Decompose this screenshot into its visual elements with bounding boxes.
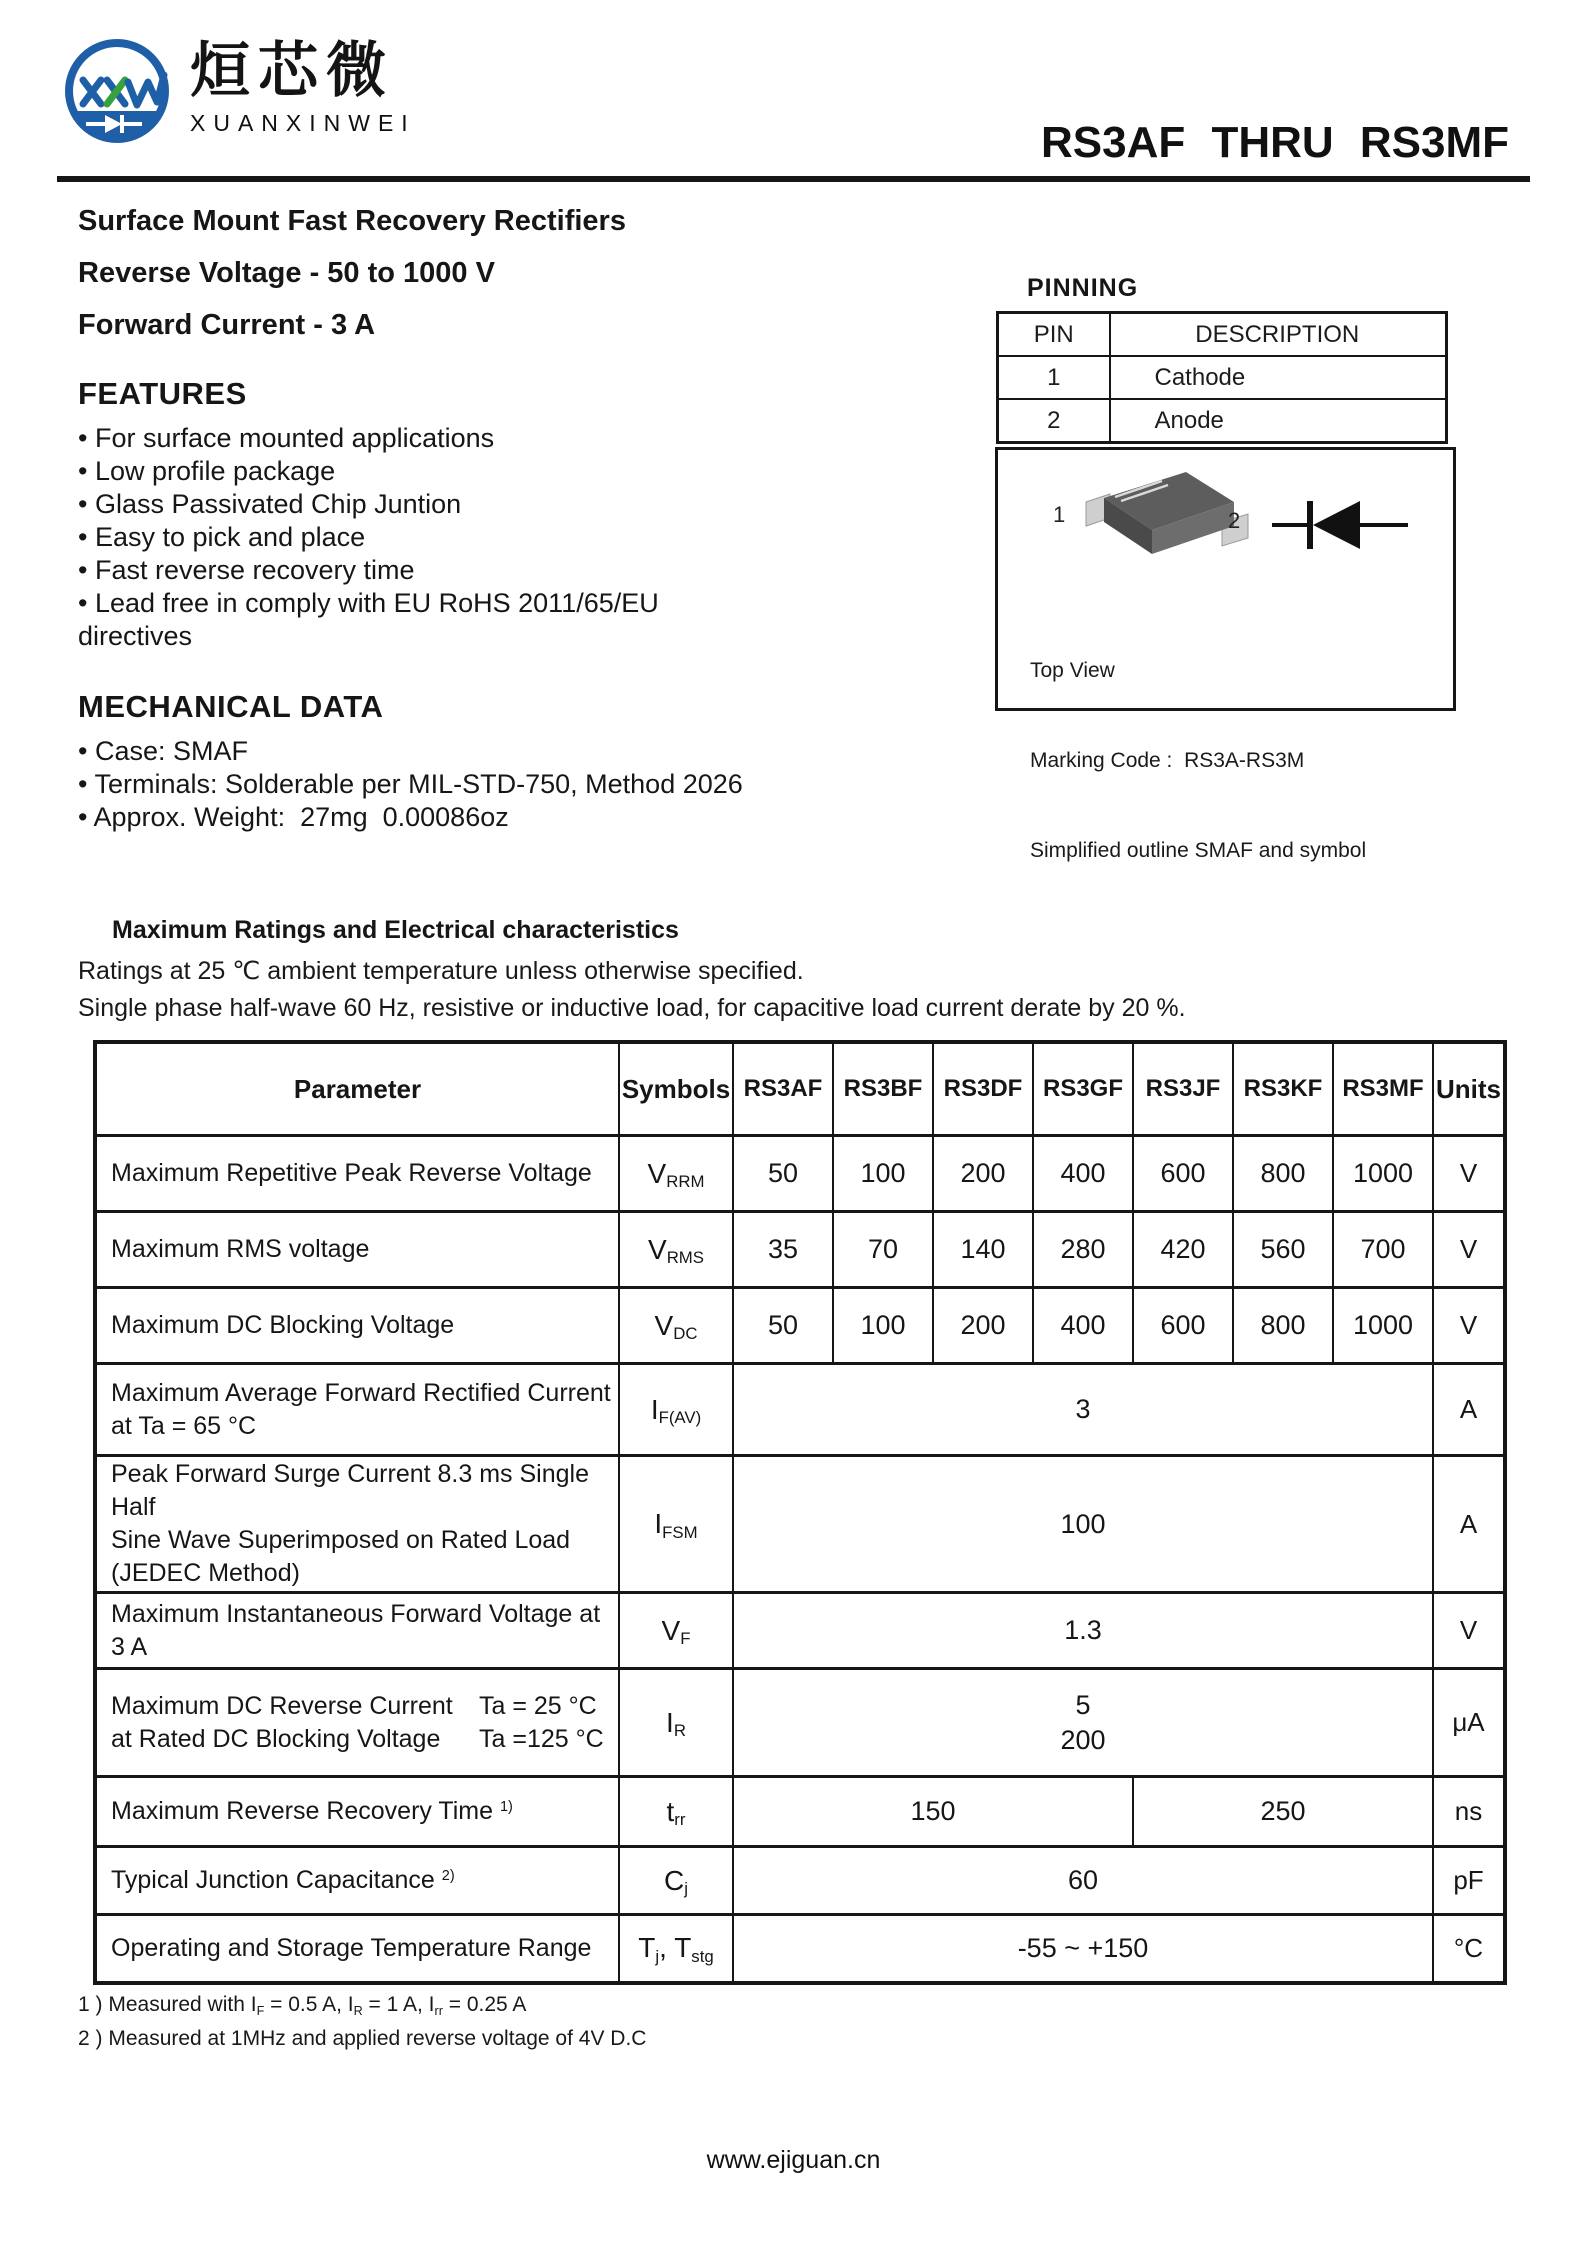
param-line: Typical Junction Capacitance $^{2)}$ [111,1866,455,1894]
unit-cell: V [1433,1288,1505,1364]
value-line: 400 [1060,1310,1106,1340]
company-name-latin: XUANXINWEI [190,110,416,136]
logo-mark-icon [58,34,176,152]
value-line: 35 [767,1234,799,1264]
value-cell [733,1847,1433,1915]
symbol-cell: $V_F$ [619,1593,733,1669]
param-cell [95,1456,619,1593]
forward-current-rating: Forward Current - 3 A [78,309,376,341]
feature-item: • Low profile package [78,455,768,488]
param-line: Maximum Instantaneous Forward Voltage at 3 A [111,1599,601,1661]
unit-cell: ns [1433,1777,1505,1847]
value-cell [1333,1136,1433,1212]
value-cell [733,1777,1133,1847]
value-cell [933,1212,1033,1288]
param-line: Maximum DC Reverse Current Ta = 25 °C [111,1690,617,1723]
value-line: 150 [910,1796,956,1826]
package-pin1-label: 1 [1053,502,1066,527]
value-cell [1133,1288,1233,1364]
unit-cell: V [1433,1593,1505,1669]
symbol-cell: $t_{rr}$ [619,1777,733,1847]
symbol-cell: $V_{RRM}$ [619,1136,733,1212]
value-cell [733,1669,1433,1777]
value-line: 600 [1160,1158,1206,1188]
param-condition: Ta = 25 °C [479,1691,597,1720]
ratings-note-1: Ratings at 25 ℃ ambient temperature unless otherwise specified. [78,957,804,985]
value-line: 700 [1360,1234,1406,1264]
features-heading: FEATURES [78,376,247,411]
value-cell [1233,1136,1333,1212]
value-line: 250 [1260,1796,1306,1826]
value-cell [1033,1212,1133,1288]
footnote-2: 2 ) Measured at 1MHz and applied reverse voltage of 4V D.C [78,2027,647,2050]
pin-number: 1 [998,356,1110,399]
value-line: 50 [767,1310,799,1340]
value-cell [833,1136,933,1212]
ratings-table-head [95,1042,1505,1136]
value-line: 200 [960,1158,1006,1188]
param-cell [95,1777,619,1847]
ratings-note-2: Single phase half-wave 60 Hz, resistive or inductive load, for capacitive load current derate by 20 %. [78,994,1186,1022]
mechanical-data-heading: MECHANICAL DATA [78,689,384,724]
value-line: 50 [767,1158,799,1188]
value-cell [733,1456,1433,1593]
package-pin2-label: 2 [1228,508,1241,533]
value-line: 400 [1060,1158,1106,1188]
ratings-row-trr [95,1777,1505,1847]
value-line: 60 [1067,1865,1099,1895]
pinning-row [998,399,1447,443]
symbol-cell: $I_{FSM}$ [619,1456,733,1593]
value-cell [1133,1777,1433,1847]
symbol-cell: $I_{F(AV)}$ [619,1364,733,1456]
reverse-voltage-range: Reverse Voltage - 50 to 1000 V [78,257,495,289]
param-cell [95,1364,619,1456]
column-header-symbols: Symbols [619,1042,733,1136]
value-cell [833,1212,933,1288]
unit-cell: °C [1433,1915,1505,1983]
value-cell [1033,1288,1133,1364]
ratings-row-cj [95,1847,1505,1915]
value-line: 100 [1060,1508,1106,1539]
ratings-row-vrms [95,1212,1505,1288]
package-caption-outline: Simplified outline SMAF and symbol [1030,839,1367,862]
smaf-package-drawing-icon [1082,464,1252,574]
value-line: 800 [1260,1158,1306,1188]
value-line: 140 [960,1234,1006,1264]
value-line: 100 [860,1310,906,1340]
symbol-cell: $C_j$ [619,1847,733,1915]
value-cell [1133,1212,1233,1288]
param-line: Maximum Reverse Recovery Time $^{1)}$ [111,1797,513,1825]
value-cell [1333,1212,1433,1288]
param-line: Peak Forward Surge Current 8.3 ms Single Half [111,1460,589,1521]
param-cell [95,1915,619,1983]
column-header-rs3bf: RS3BF [833,1042,933,1136]
pin-description: Cathode [1110,356,1447,399]
param-line: Operating and Storage Temperature Range [111,1933,592,1962]
features-list [78,422,768,653]
value-cell [733,1915,1433,1983]
param-line: Maximum DC Blocking Voltage [111,1311,455,1339]
param-line: Maximum RMS voltage [111,1235,370,1263]
value-line: 560 [1260,1234,1306,1264]
ratings-header-row [95,1042,1505,1136]
column-header-units: Units [1433,1042,1505,1136]
param-line: Sine Wave Superimposed on Rated Load [111,1526,571,1554]
ratings-row-ifav [95,1364,1505,1456]
pin-description: Anode [1110,399,1447,443]
feature-item: • Lead free in comply with EU RoHS 2011/65/EU directives [78,587,768,653]
value-cell [1233,1212,1333,1288]
value-cell [1233,1288,1333,1364]
value-line: 200 [960,1310,1006,1340]
param-cell [95,1847,619,1915]
mechanical-item: • Terminals: Solderable per MIL-STD-750, Method 2026 [78,768,768,801]
company-name-chinese: 烜芯微 [190,37,394,104]
unit-cell: A [1433,1456,1505,1593]
unit-cell: pF [1433,1847,1505,1915]
value-cell [1133,1136,1233,1212]
footer-url: www.ejiguan.cn [706,2146,881,2174]
pinning-heading: PINNING [1027,274,1139,302]
pinning-header-row [998,313,1447,357]
param-cell [95,1136,619,1212]
pinning-table [996,311,1448,444]
column-header-rs3mf: RS3MF [1333,1042,1433,1136]
unit-cell: μA [1433,1669,1505,1777]
ratings-row-tstg [95,1915,1505,1983]
value-cell [833,1288,933,1364]
param-cell [95,1212,619,1288]
company-names [190,34,416,137]
package-caption-top-view: Top View [1030,659,1115,682]
diode-symbol-icon [1270,490,1410,560]
param-line: Maximum Average Forward Rectified Current [111,1378,611,1407]
param-cell [95,1288,619,1364]
value-line: 1.3 [1064,1615,1102,1645]
mechanical-item: • Case: SMAF [78,735,768,768]
column-header-rs3kf: RS3KF [1233,1042,1333,1136]
column-header-rs3gf: RS3GF [1033,1042,1133,1136]
page-title: RS3AF THRU RS3MF [1040,118,1509,167]
value-line: -55 ~ +150 [1017,1932,1149,1963]
value-cell [733,1288,833,1364]
value-line: 5 [1075,1689,1091,1720]
ratings-table [93,1040,1507,1985]
value-cell [733,1364,1433,1456]
value-line: 800 [1260,1310,1306,1340]
value-line: 100 [860,1158,906,1188]
symbol-cell: $T_j$, $T_{stg}$ [619,1915,733,1983]
package-captions [1030,596,1366,926]
value-line: 200 [1060,1724,1106,1755]
company-logo [58,34,416,152]
footnotes [78,1988,646,2056]
mechanical-item: • Approx. Weight: 27mg 0.00086oz [78,801,768,834]
column-header-rs3df: RS3DF [933,1042,1033,1136]
feature-item: • Fast reverse recovery time [78,554,768,587]
value-cell [1033,1136,1133,1212]
param-cell [95,1669,619,1777]
footnote-1: 1 ) Measured with $I_F = 0.5$ A, $I_R = 1$ A, $I_{rr} = 0.25$ A [78,1993,527,2018]
column-header-rs3jf: RS3JF [1133,1042,1233,1136]
feature-item: • Glass Passivated Chip Juntion [78,488,768,521]
value-line: 600 [1160,1310,1206,1340]
value-cell [733,1212,833,1288]
ratings-row-ir [95,1669,1505,1777]
description-column-header: DESCRIPTION [1110,313,1447,357]
symbol-cell: $V_{DC}$ [619,1288,733,1364]
ratings-section-heading: Maximum Ratings and Electrical characteristics [112,916,679,944]
product-description: Surface Mount Fast Recovery Rectifiers [78,205,626,237]
pin-number: 2 [998,399,1110,443]
column-header-rs3af: RS3AF [733,1042,833,1136]
ratings-row-vrrm [95,1136,1505,1212]
pin-column-header: PIN [998,313,1110,357]
symbol-cell: $I_R$ [619,1669,733,1777]
value-cell [933,1288,1033,1364]
header-divider [57,176,1530,182]
ratings-row-vdc [95,1288,1505,1364]
unit-cell: A [1433,1364,1505,1456]
package-caption-marking-code: Marking Code : RS3A-RS3M [1030,749,1305,772]
value-cell [933,1136,1033,1212]
value-line: 70 [867,1234,899,1264]
value-line: 280 [1060,1234,1106,1264]
value-line: 3 [1075,1394,1091,1424]
value-cell [1333,1288,1433,1364]
column-header-parameter: Parameter [95,1042,619,1136]
package-outline-box [995,447,1456,862]
symbol-cell: $V_{RMS}$ [619,1212,733,1288]
feature-item: • For surface mounted applications [78,422,768,455]
value-cell [733,1136,833,1212]
pinning-row [998,356,1447,399]
param-line: at Ta = 65 °C [111,1411,257,1440]
feature-item: • Easy to pick and place [78,521,768,554]
left-column [78,206,768,834]
param-line: at Rated DC Blocking Voltage Ta =125 °C [111,1723,617,1756]
param-condition: Ta =125 °C [479,1724,604,1753]
ratings-row-ifsm [95,1456,1505,1593]
value-line: 420 [1160,1234,1206,1264]
param-line: (JEDEC Method) [111,1559,300,1587]
ratings-table-body [95,1136,1505,1983]
value-line: 1000 [1352,1310,1414,1340]
ratings-notes [78,953,1186,1027]
value-line: 1000 [1352,1158,1414,1188]
ratings-row-vf [95,1593,1505,1669]
mechanical-data-list [78,735,768,834]
value-cell [733,1593,1433,1669]
param-cell [95,1593,619,1669]
unit-cell: V [1433,1136,1505,1212]
param-line: Maximum Repetitive Peak Reverse Voltage [111,1159,592,1187]
unit-cell: V [1433,1212,1505,1288]
